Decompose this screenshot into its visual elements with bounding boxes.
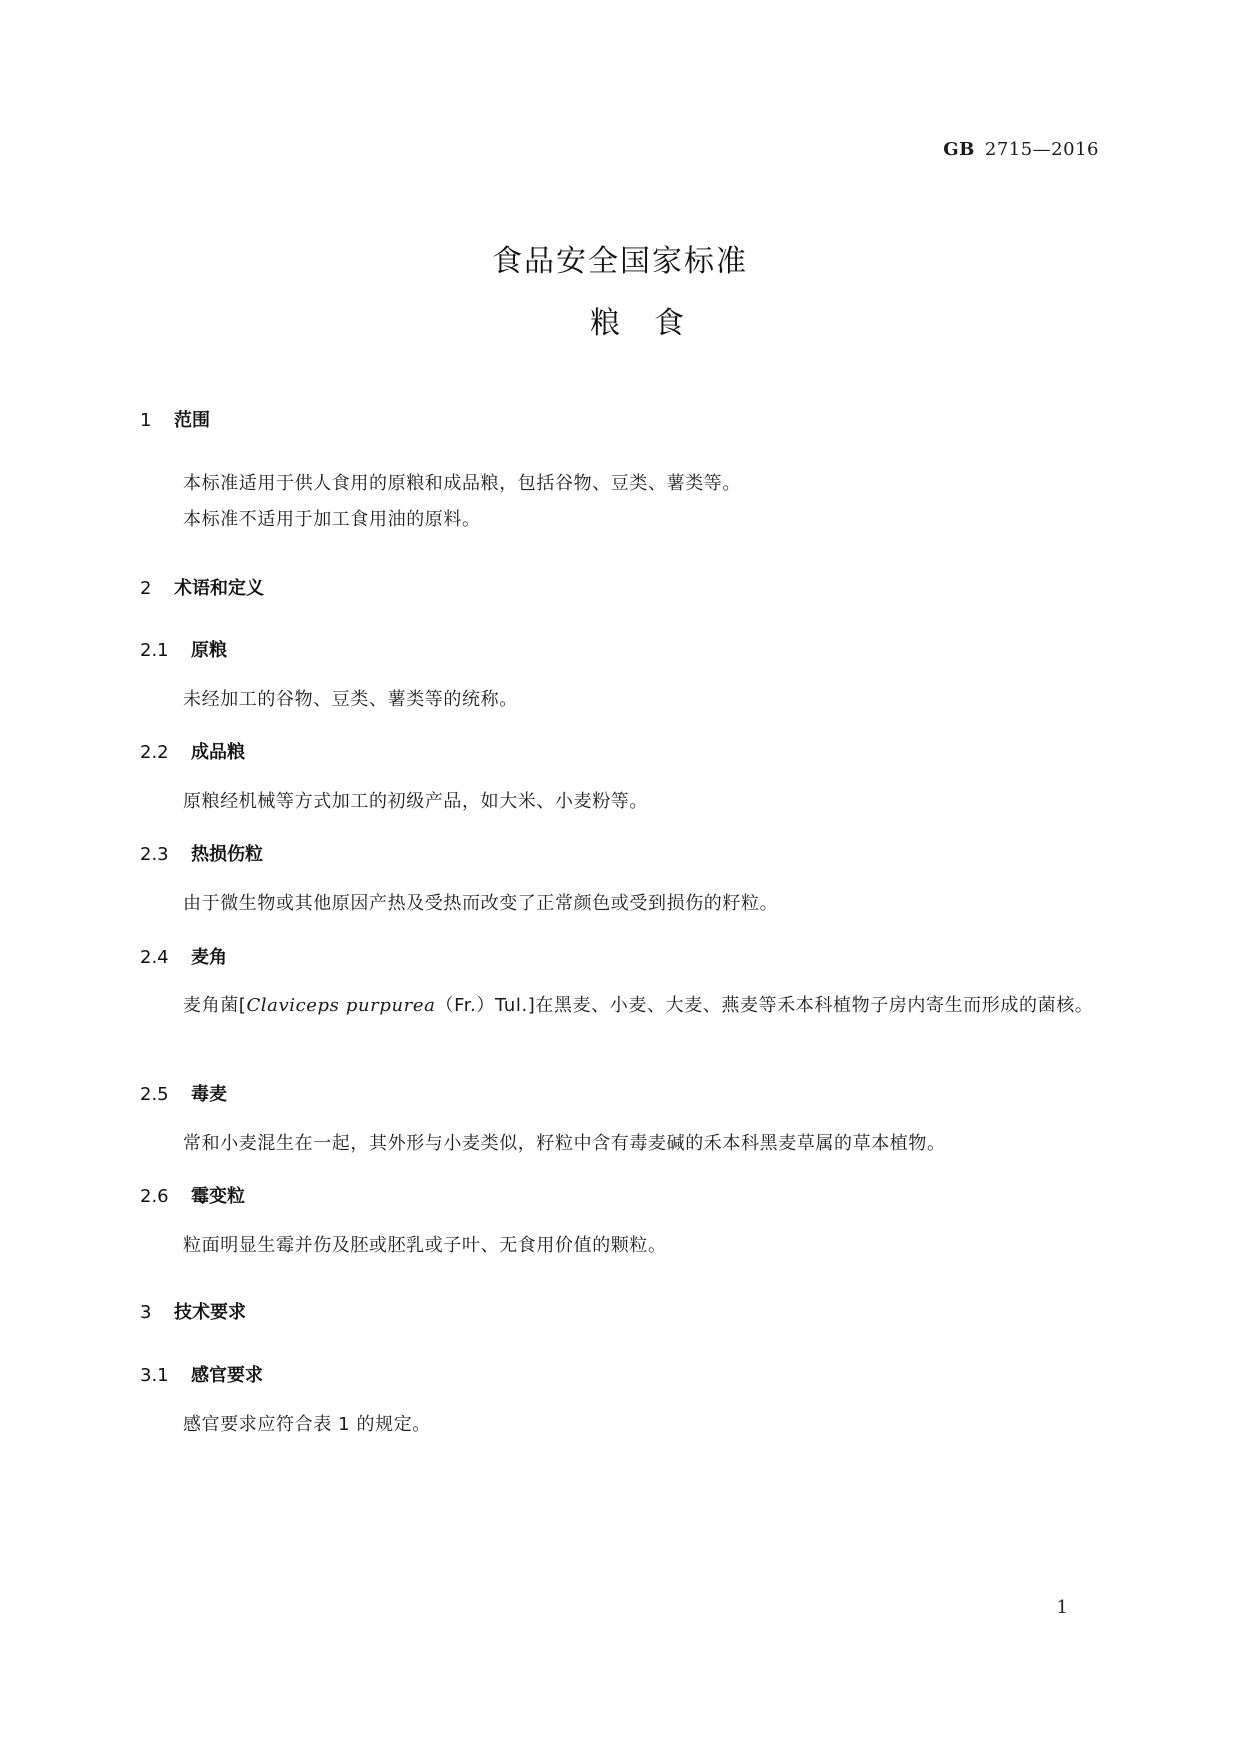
- scope-paragraph-2: 本标准不适用于加工食用油的原料。: [183, 509, 481, 530]
- requirement-text: 感官要求应符合表 1 的规定。: [183, 1414, 431, 1435]
- section-1-heading: [140, 406, 210, 432]
- section-number: 3: [140, 1302, 152, 1323]
- section-number: 1: [140, 410, 152, 431]
- standard-code: [943, 139, 1099, 160]
- definition-text-ergot: [140, 988, 1100, 1024]
- section-2-2-heading: [140, 738, 245, 764]
- section-2-4-heading: [140, 943, 227, 969]
- section-2-6-heading: [140, 1182, 245, 1208]
- subsection-number: 2.6: [140, 1186, 169, 1207]
- section-title: 术语和定义: [174, 578, 264, 599]
- scope-paragraph-1: 本标准适用于供人食用的原粮和成品粮，包括谷物、豆类、薯类等。: [183, 473, 741, 494]
- section-2-heading: [140, 574, 264, 600]
- subsection-number: 2.4: [140, 947, 169, 968]
- latin-name: Claviceps purpurea: [246, 995, 436, 1016]
- definition-text: 常和小麦混生在一起，其外形与小麦类似，籽粒中含有毒麦碱的禾本科黑麦草属的草本植物。: [183, 1133, 946, 1154]
- section-2-1-heading: [140, 636, 227, 662]
- subsection-title: 麦角: [191, 947, 227, 968]
- subsection-title: 毒麦: [191, 1084, 227, 1105]
- page-number: 1: [1056, 1597, 1068, 1618]
- section-title: 范围: [174, 410, 210, 431]
- subsection-title: 原粮: [191, 640, 227, 661]
- document-subtitle: 粮食: [590, 306, 718, 341]
- subsection-number: 2.3: [140, 844, 169, 865]
- section-3-heading: [140, 1298, 246, 1324]
- ergot-text-after: （Fr.）Tul.]在黑麦、小麦、大麦、燕麦等禾本科植物子房内寄生而形成的菌核。: [435, 995, 1094, 1016]
- section-2-3-heading: [140, 840, 263, 866]
- subsection-number: 2.2: [140, 742, 169, 763]
- definition-text: 由于微生物或其他原因产热及受热而改变了正常颜色或受到损伤的籽粒。: [183, 893, 779, 914]
- section-title: 技术要求: [174, 1302, 246, 1323]
- subsection-number: 2.5: [140, 1084, 169, 1105]
- definition-text: 原粮经机械等方式加工的初级产品，如大米、小麦粉等。: [183, 791, 648, 812]
- subsection-title: 感官要求: [191, 1365, 263, 1386]
- subsection-title: 成品粮: [191, 742, 245, 763]
- definition-text: 粒面明显生霉并伤及胚或胚乳或子叶、无食用价值的颗粒。: [183, 1235, 667, 1256]
- document-title: 食品安全国家标准: [492, 244, 748, 279]
- subsection-title: 霉变粒: [191, 1186, 245, 1207]
- subsection-number: 3.1: [140, 1365, 169, 1386]
- section-number: 2: [140, 578, 152, 599]
- section-3-1-heading: [140, 1361, 263, 1387]
- standard-code-prefix: GB: [943, 139, 975, 160]
- standard-code-number: 2715—2016: [984, 139, 1099, 160]
- section-2-5-heading: [140, 1080, 227, 1106]
- subsection-number: 2.1: [140, 640, 169, 661]
- subsection-title: 热损伤粒: [191, 844, 263, 865]
- ergot-text-before: 麦角菌[: [183, 995, 247, 1016]
- definition-text: 未经加工的谷物、豆类、薯类等的统称。: [183, 689, 518, 710]
